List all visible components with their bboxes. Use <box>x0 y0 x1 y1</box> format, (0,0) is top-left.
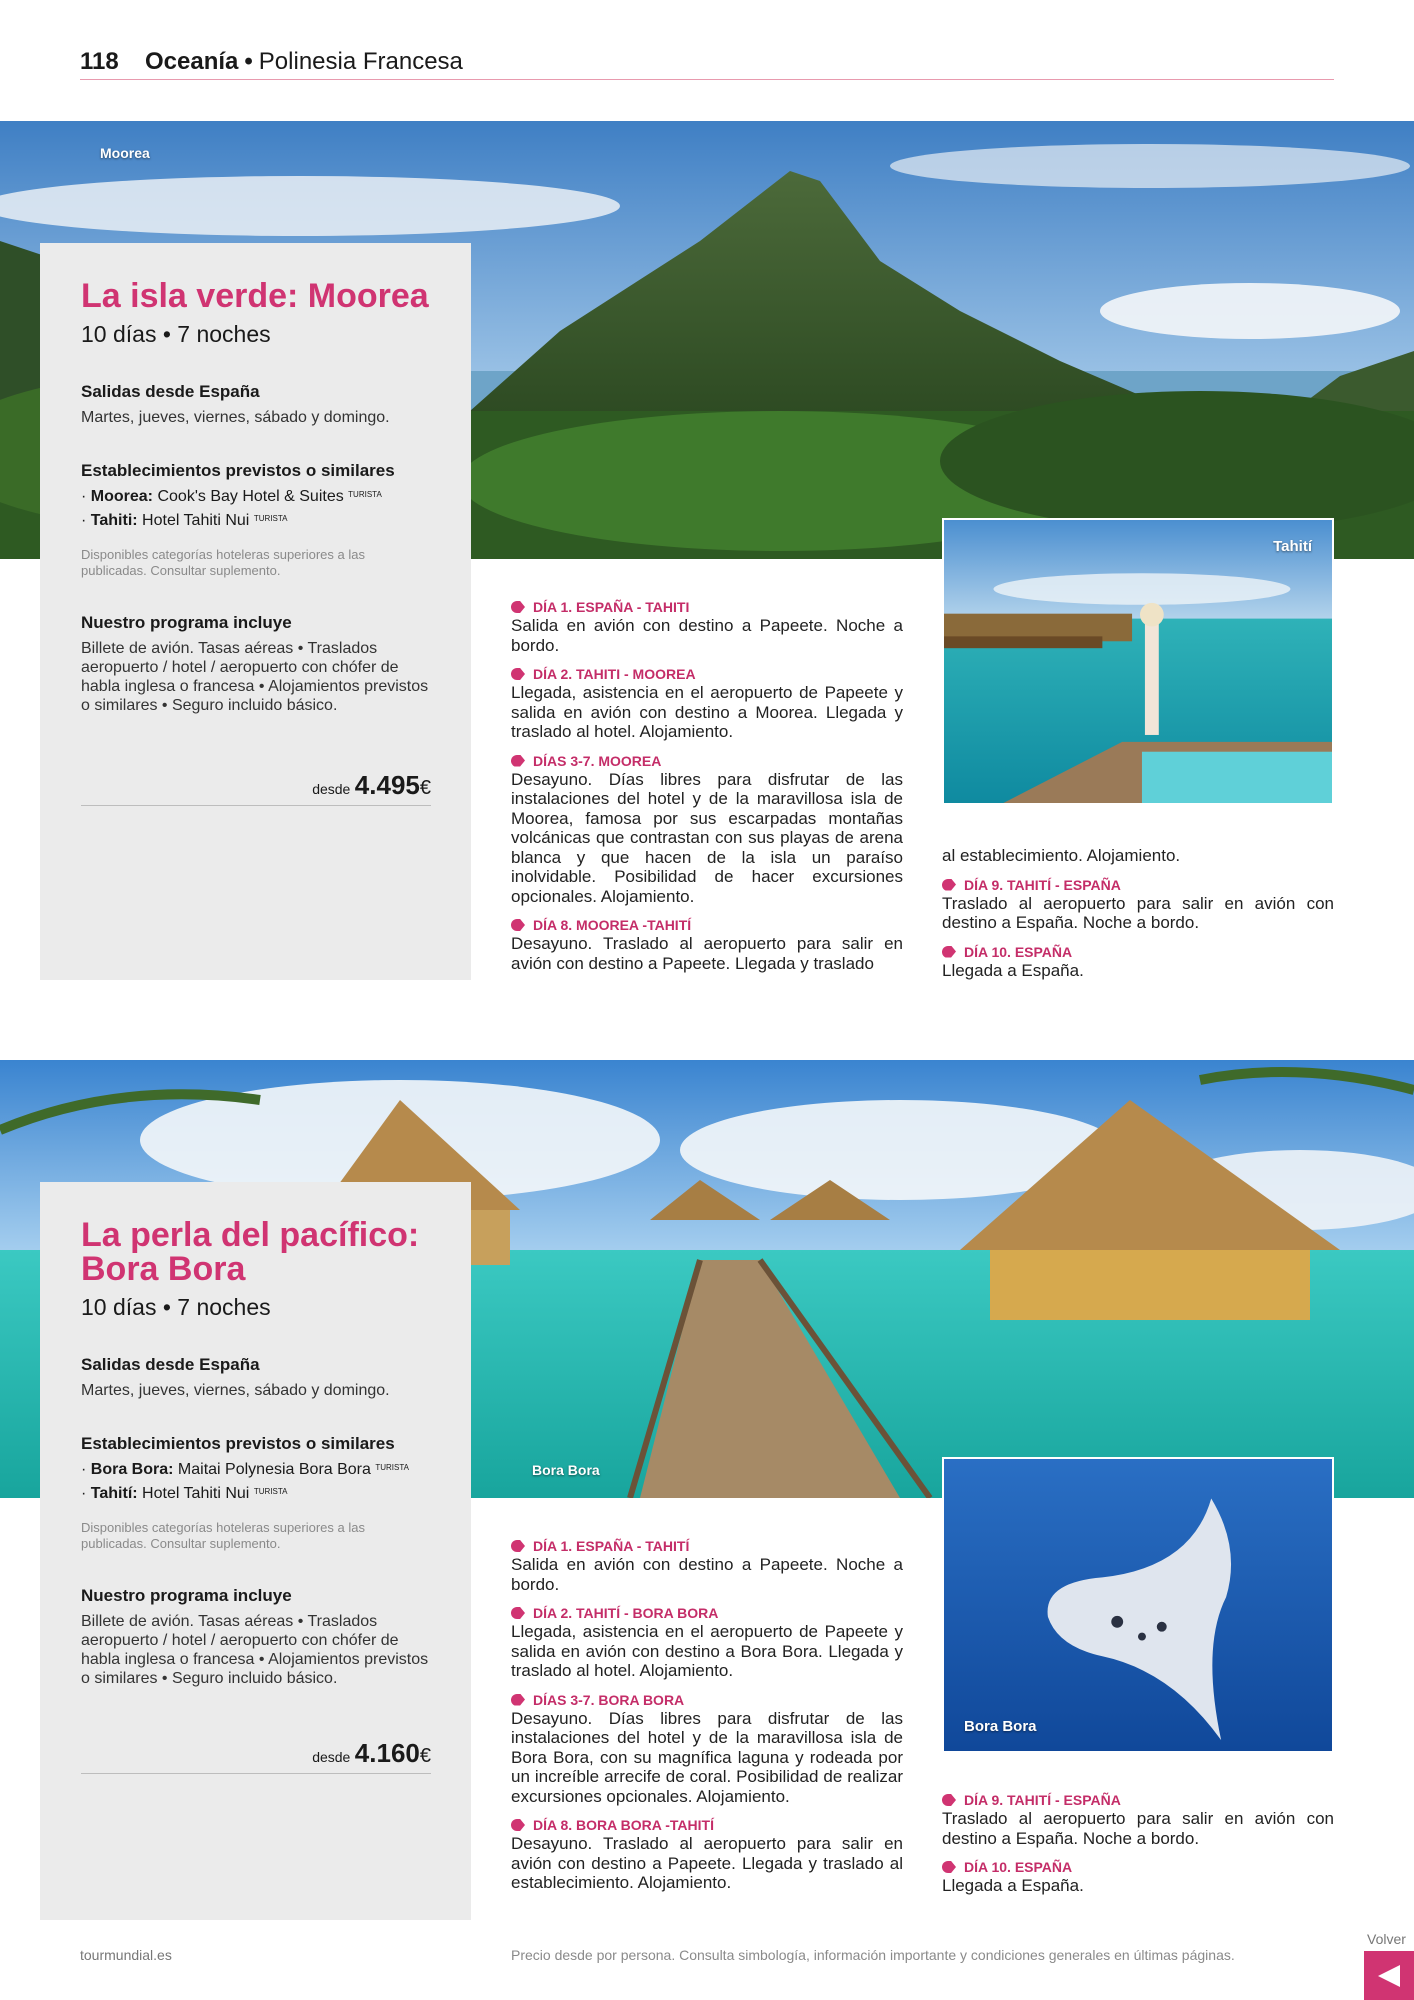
hotel-name: Hotel Tahiti Nui <box>142 512 250 529</box>
price-from-label: desde <box>312 781 351 797</box>
tahiti-overwater-image <box>944 520 1332 803</box>
day-title-text: DÍA 9. TAHITÍ - ESPAÑA <box>964 1792 1121 1808</box>
trip-duration: 10 días • 7 noches <box>81 1294 271 1320</box>
day-title <box>942 876 1334 894</box>
day-text: Traslado al aeropuerto para salir en avión con destino a España. Noche a bordo. <box>942 893 1334 932</box>
hotel-line <box>81 1482 431 1506</box>
day-text: Desayuno. Traslado al aeropuerto para salir en avión con destino a Papeete. Llegada y traslado <box>511 934 903 973</box>
manta-ray-image <box>944 1459 1332 1751</box>
itinerary-column-1 <box>511 1537 903 1893</box>
day-title <box>942 943 1334 961</box>
hotel-bullet: · <box>81 1461 87 1478</box>
day-text: Salida en avión con destino a Papeete. Noche a bordo. <box>511 1555 903 1594</box>
day-title <box>511 1816 903 1834</box>
day-arrow-icon <box>511 919 525 931</box>
hotels-heading: Establecimientos previstos o similares <box>81 461 395 480</box>
trip-duration: 10 días • 7 noches <box>81 321 271 347</box>
day-arrow-icon <box>511 755 525 767</box>
day-arrow-icon <box>942 1861 956 1873</box>
hotel-line <box>81 509 431 533</box>
trip-title-line-1: La perla del pacífico: <box>81 1216 420 1254</box>
day-title-text: DÍA 8. BORA BORA -TAHITÍ <box>533 1817 714 1833</box>
day-arrow-icon <box>942 879 956 891</box>
page-number: 118 <box>80 48 119 75</box>
trip-price <box>81 770 431 806</box>
trip-title <box>81 1218 431 1286</box>
day-title-text: DÍA 10. ESPAÑA <box>964 943 1073 960</box>
day-arrow-icon <box>511 1819 525 1831</box>
day-text: Desayuno. Traslado al aeropuerto para salir en avión con destino a Papeete. Llegada y traslado al establecimiento. Alojamiento. <box>511 1834 903 1892</box>
hotel-category: TURISTA <box>348 490 382 499</box>
hotels-note: Disponibles categorías hoteleras superiores a las publicadas. Consultar suplemento. <box>81 547 365 578</box>
day-title <box>511 665 903 683</box>
departures-heading: Salidas desde España <box>81 1355 260 1374</box>
day-arrow-icon <box>942 946 956 958</box>
includes-heading: Nuestro programa incluye <box>81 613 292 632</box>
trip-price <box>81 1738 431 1774</box>
includes-text: Billete de avión. Tasas aéreas • Traslados aeropuerto / hotel / aeropuerto con chófer de habla inglesa o francesa • Alojamientos previstos o similares • Seguro incluido básico. <box>81 640 429 714</box>
day-title <box>511 1604 903 1622</box>
price-from-label: desde <box>312 1749 351 1765</box>
day-arrow-icon <box>511 1694 525 1706</box>
photo-caption-tahiti: Tahití <box>1273 538 1312 555</box>
day-title-text: DÍA 1. ESPAÑA - TAHITÍ <box>533 1538 690 1554</box>
country-label: Polinesia Francesa <box>258 48 463 75</box>
footer-site-link[interactable]: tourmundial.es <box>80 1947 172 1963</box>
hotel-place: Tahití: <box>90 1485 138 1502</box>
day-arrow-icon <box>942 1794 956 1806</box>
day-text: Llegada a España. <box>942 960 1084 980</box>
header-separator: • <box>244 48 253 75</box>
includes-heading: Nuestro programa incluye <box>81 1586 292 1605</box>
price-currency: € <box>419 1745 431 1767</box>
day-title <box>511 598 903 616</box>
hotel-bullet: · <box>81 488 87 505</box>
hotel-category: TURISTA <box>253 1487 288 1496</box>
itinerary-column-2 <box>942 846 1334 980</box>
day-title <box>511 752 903 770</box>
footer-note: Precio desde por persona. Consulta simbología, información importante y condiciones generales en últimas páginas. <box>511 1947 1235 1963</box>
hotel-place: Tahiti: <box>90 512 138 529</box>
day-title-text: DÍA 2. TAHITI - MOOREA <box>533 666 696 682</box>
bora-bora-inset-photo <box>942 1457 1334 1753</box>
hotel-name: Hotel Tahiti Nui <box>142 1485 250 1502</box>
day-text: Llegada, asistencia en el aeropuerto de Papeete y salida en avión con destino a Bora Bora. Llegada y traslado al hotel. Alojamiento. <box>511 1622 903 1680</box>
day-title-text: DÍA 1. ESPAÑA - TAHITI <box>533 599 690 615</box>
includes-text: Billete de avión. Tasas aéreas • Traslados aeropuerto / hotel / aeropuerto con chófer de habla inglesa o francesa • Alojamientos previstos o similares • Seguro incluido básico. <box>81 1613 429 1687</box>
page-section-title <box>145 48 463 76</box>
price-currency: € <box>419 777 431 799</box>
trip-card-bora-bora <box>40 1182 471 1920</box>
arrow-left-icon <box>1378 1965 1400 1987</box>
trip-card-moorea <box>40 243 471 980</box>
photo-caption-bora-bora-inset: Bora Bora <box>964 1718 1037 1735</box>
day-text: Llegada a España. <box>942 1876 1084 1895</box>
back-button[interactable] <box>1364 1951 1414 2000</box>
hotel-line <box>81 1458 431 1482</box>
photo-caption-bora-bora: Bora Bora <box>532 1462 600 1478</box>
day-text: Desayuno. Días libres para disfrutar de las instalaciones del hotel y de la maravillosa isla de Bora Bora, con su magnífica laguna y rodeada por un increíble arrecife de coral. Posibilidad de realizar excursiones opcionales. Alojamiento. <box>511 1708 903 1806</box>
hotel-place: Moorea: <box>90 488 154 505</box>
hotels-heading: Establecimientos previstos o similares <box>81 1434 395 1453</box>
day-arrow-icon <box>511 668 525 680</box>
departures-text: Martes, jueves, viernes, sábado y domingo. <box>81 409 390 426</box>
trip-title: La isla verde: Moorea <box>81 277 429 315</box>
day-title-text: DÍA 2. TAHITÍ - BORA BORA <box>533 1605 719 1621</box>
departures-text: Martes, jueves, viernes, sábado y domingo. <box>81 1382 390 1399</box>
hotel-category: TURISTA <box>375 1463 409 1472</box>
day-title <box>511 1537 903 1555</box>
itinerary-column-2 <box>942 1791 1334 1896</box>
day-text: Desayuno. Días libres para disfrutar de las instalaciones del hotel y de la maravillosa isla de Moorea, famosa por sus escarpadas montañas volcánicas que contrastan con sus playas de arena blanca y que hacen de la isla un paraíso inolvidable. Posibilidad de hacer excursiones opcionales. Alojamiento. <box>511 769 903 906</box>
price-amount: 4.160 <box>354 1738 420 1768</box>
page-header <box>80 46 1334 80</box>
day-text: Llegada, asistencia en el aeropuerto de Papeete y salida en avión con destino a Moorea. Llegada y traslado al hotel. Alojamiento. <box>511 683 903 741</box>
region-label: Oceanía <box>145 48 239 75</box>
hotels-note: Disponibles categorías hoteleras superiores a las publicadas. Consultar suplemento. <box>81 1520 365 1551</box>
day-title <box>942 1791 1334 1809</box>
day-title <box>511 1691 903 1709</box>
photo-caption-moorea: Moorea <box>100 145 150 161</box>
day-arrow-icon <box>511 1540 525 1552</box>
day-title-text: DÍA 9. TAHITÍ - ESPAÑA <box>964 876 1121 893</box>
day-title-text: DÍA 10. ESPAÑA <box>964 1859 1073 1875</box>
tahiti-inset-photo <box>942 518 1334 805</box>
departures-heading: Salidas desde España <box>81 382 260 401</box>
itinerary-column-1 <box>511 598 903 973</box>
hotel-bullet: · <box>81 512 87 529</box>
day-title-text: DÍA 8. MOOREA -TAHITÍ <box>533 917 692 933</box>
hotel-name: Cook's Bay Hotel & Suites <box>157 488 344 505</box>
day-text: Salida en avión con destino a Papeete. Noche a bordo. <box>511 616 903 655</box>
day-text: Traslado al aeropuerto para salir en avión con destino a España. Noche a bordo. <box>942 1809 1334 1848</box>
hotel-place: Bora Bora: <box>90 1461 174 1478</box>
trip-title-line-2: Bora Bora <box>81 1250 246 1288</box>
day-title-text: DÍAS 3-7. BORA BORA <box>533 1691 685 1708</box>
back-label: Volver <box>1367 1931 1406 1947</box>
day-title-text: DÍAS 3-7. MOOREA <box>533 752 662 769</box>
price-amount: 4.495 <box>354 770 420 800</box>
hotel-category: TURISTA <box>253 514 288 523</box>
day-text-continuation: al establecimiento. Alojamiento. <box>942 846 1181 865</box>
day-arrow-icon <box>511 601 525 613</box>
day-title <box>511 916 903 934</box>
hotel-bullet: · <box>81 1485 87 1502</box>
hotel-name: Maitai Polynesia Bora Bora <box>177 1461 371 1478</box>
hotel-line <box>81 485 431 509</box>
day-title <box>942 1858 1334 1876</box>
day-arrow-icon <box>511 1607 525 1619</box>
